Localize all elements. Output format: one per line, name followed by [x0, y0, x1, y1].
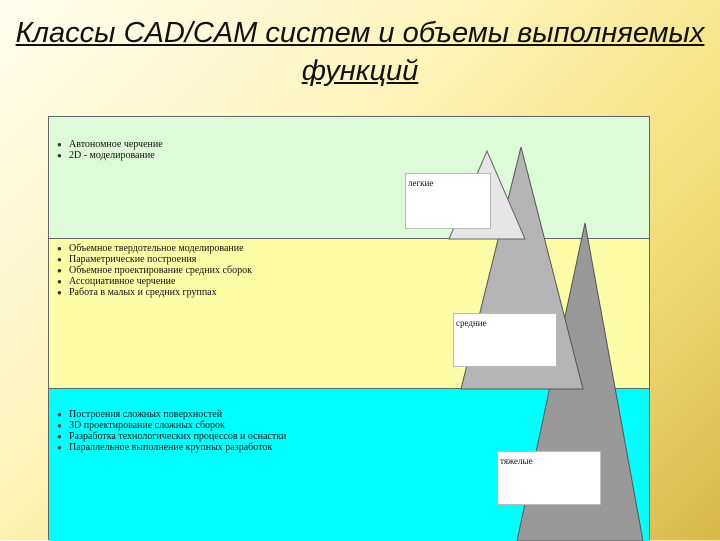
list-item: ● Автономное черчение [57, 139, 163, 150]
list-item: ● Построения сложных поверхностей [57, 409, 286, 420]
list-item: ● Параметрические построения [57, 254, 252, 265]
cad-classes-diagram [48, 116, 650, 540]
list-item: ● Объемное проектирование средних сборок [57, 265, 252, 276]
list-item: ● Ассоциативное черчение [57, 276, 252, 287]
page-title: Классы CAD/CAM систем и объемы выполняемых функций [15, 17, 705, 87]
list-item: ● 3D проектирование сложных сборок [57, 420, 286, 431]
list-item: ● Параллельное выполнение крупных разработок [57, 442, 286, 453]
light-class-label: легкие [405, 173, 491, 229]
list-item: ● Разработка технологических процессов и оснастки [57, 431, 286, 442]
medium-class-label: средние [453, 313, 557, 367]
heavy-class-label: тяжелые [497, 451, 601, 505]
list-item: ● 2D - моделирование [57, 150, 163, 161]
list-item: ● Объемное твердотельное моделирование [57, 243, 252, 254]
list-item: ● Работа в малых и средних группах [57, 287, 252, 298]
